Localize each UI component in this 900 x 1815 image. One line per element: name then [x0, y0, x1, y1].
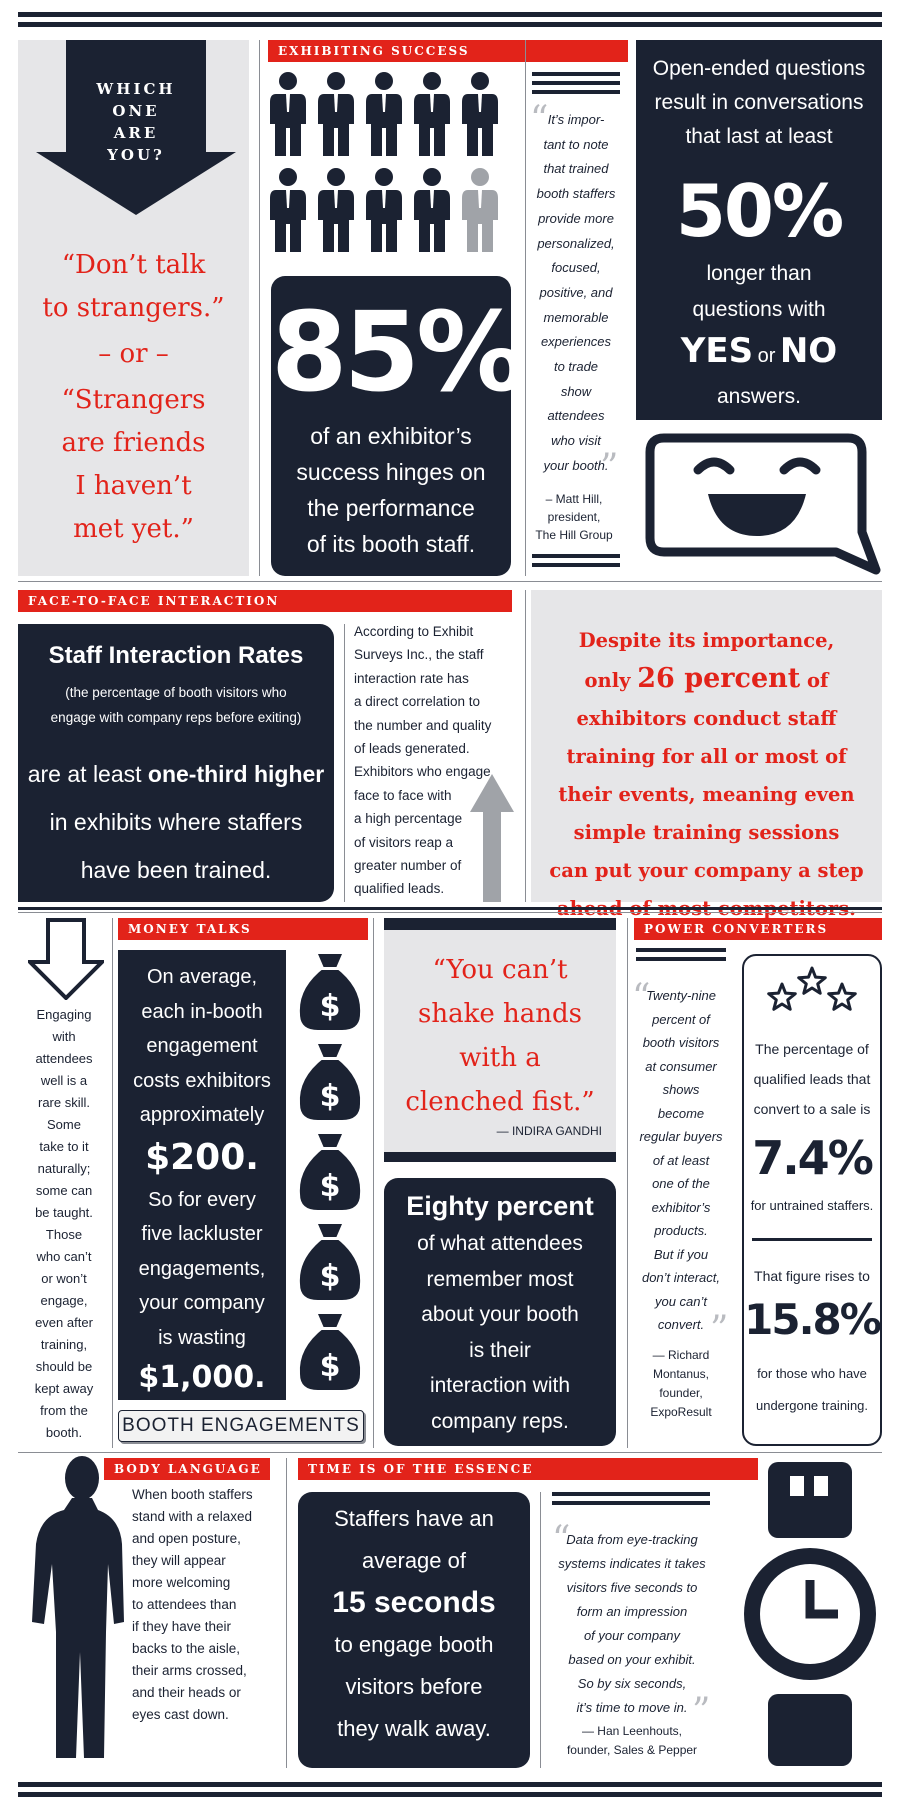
- quote2-line: are friends: [61, 428, 206, 458]
- watch-icon: [742, 1462, 878, 1766]
- hill-line: that trained: [543, 161, 609, 177]
- gandhi-line: shake hands: [418, 999, 582, 1029]
- engaging-line: engage,: [40, 1293, 88, 1308]
- body-line: eyes cast down.: [132, 1707, 229, 1722]
- quote2-line: met yet.”: [73, 514, 194, 544]
- engaging-line: take to it: [39, 1139, 89, 1154]
- power-s3: [744, 1358, 880, 1422]
- power-quote-line: products.: [654, 1223, 708, 1238]
- person-icon: [270, 72, 306, 156]
- money-line: engagements,: [138, 1257, 266, 1280]
- money-line: engagement: [146, 1035, 258, 1057]
- power-stat-line: convert to a sale is: [753, 1101, 871, 1117]
- despite-l2c: of: [800, 669, 829, 692]
- power-stat-line: The percentage of: [755, 1041, 869, 1057]
- hill-line: personalized,: [537, 235, 615, 251]
- body-line: they will appear: [132, 1553, 226, 1568]
- openended-line: result in conversations: [654, 91, 864, 114]
- power-big2: 15.8%: [744, 1295, 880, 1344]
- time-quote-line: form an impression: [576, 1604, 688, 1619]
- eighty-line: remember most: [426, 1267, 574, 1291]
- power-quote-line: at consumer: [645, 1058, 717, 1074]
- exhibiting-text: [271, 418, 511, 562]
- face-header: FACE-TO-FACE INTERACTION: [18, 590, 512, 612]
- person-icon: [414, 168, 450, 252]
- money-bag-icon: [300, 954, 360, 1030]
- openended-text2: [636, 256, 882, 328]
- hill-attr-line: – Matt Hill,: [545, 492, 603, 506]
- power-quote-line: percent of: [652, 1011, 710, 1027]
- time-attr-line: — Han Leenhouts,: [581, 1724, 683, 1738]
- close-quote-icon: ”: [710, 1309, 729, 1350]
- power-attr-line: founder,: [659, 1386, 703, 1400]
- exhibiting-line: success hinges on: [296, 459, 486, 485]
- hill-attribution: [524, 490, 624, 544]
- person-icon: [462, 72, 498, 156]
- exhibiting-big: 85%: [271, 288, 523, 416]
- power-quote-line: regular buyers: [639, 1129, 723, 1144]
- body-line: and their heads or: [132, 1685, 241, 1700]
- quote2-line: I haven’t: [75, 471, 192, 501]
- open-quote-icon: “: [530, 99, 549, 140]
- hill-line: to trade: [553, 359, 599, 375]
- despite-line: training for all or most of: [566, 745, 847, 768]
- money-header: MONEY TALKS: [118, 918, 368, 940]
- money-bag-icon: [300, 1314, 360, 1390]
- open-quote-icon: “: [552, 1519, 571, 1560]
- divider: [112, 918, 113, 1448]
- body-line: to attendees than: [132, 1597, 237, 1612]
- time-quote: [548, 1519, 716, 1720]
- openended-line: longer than: [706, 262, 812, 285]
- money-line: approximately: [139, 1104, 265, 1126]
- exhibiting-line: of an exhibitor’s: [310, 423, 472, 449]
- face-sub-line: (the percentage of booth visitors who: [65, 685, 287, 700]
- power-stat-line: qualified leads that: [753, 1071, 871, 1087]
- face-body-line: face to face with: [354, 787, 452, 803]
- power-quote-line: convert.: [657, 1317, 705, 1332]
- engaging-line: rare skill.: [37, 1095, 90, 1110]
- bottom-rule: [18, 1792, 882, 1797]
- power-quote-line: But if you: [653, 1246, 709, 1262]
- power-s2: That figure rises to: [754, 1268, 870, 1284]
- power-quote-line: you can’t: [654, 1293, 708, 1309]
- time-text: [298, 1498, 530, 1750]
- time-quote-line: it’s time to move in.: [576, 1700, 688, 1715]
- svg-text:$: $: [319, 1259, 341, 1294]
- power-quote-line: don’t interact,: [641, 1270, 721, 1285]
- person-icon: [318, 168, 354, 252]
- or-word: or: [757, 345, 776, 367]
- face-body-line: of visitors reap a: [354, 834, 454, 850]
- or-separator: – or –: [98, 339, 169, 369]
- engaging-line: booth.: [45, 1425, 83, 1440]
- face-sub-line: engage with company reps before exiting): [50, 710, 302, 725]
- face-l1a: are at least: [27, 761, 148, 787]
- openended-text: [636, 52, 882, 154]
- eighty-line: interaction with: [429, 1374, 571, 1397]
- power-s1: for untrained staffers.: [750, 1198, 874, 1213]
- hill-attr-line: president,: [547, 510, 601, 524]
- face-body-line: a direct correlation to: [354, 694, 481, 710]
- arrow-down-outline-icon: [28, 918, 104, 1000]
- despite-text: [531, 622, 882, 928]
- hill-line: show: [560, 383, 592, 399]
- body-line: their arms crossed,: [132, 1663, 247, 1678]
- person-icon: [366, 168, 402, 252]
- time-big: 15 seconds: [332, 1586, 496, 1619]
- gandhi-line: “You can’t: [432, 955, 568, 985]
- money-line: is wasting: [158, 1326, 246, 1349]
- eighty-line: of what attendees: [417, 1232, 583, 1255]
- svg-text:$: $: [319, 1169, 341, 1204]
- quote1-line: “Don’t talk: [61, 250, 206, 280]
- divider: [627, 918, 628, 1448]
- section-rule: [18, 907, 882, 910]
- despite-line: [531, 660, 882, 700]
- star-icon: [799, 968, 826, 993]
- engaging-line: well is a: [40, 1073, 88, 1088]
- engaging-line: be taught.: [35, 1205, 93, 1220]
- exhibiting-line: of its booth staff.: [306, 531, 476, 557]
- time-attribution: [548, 1722, 716, 1760]
- power-s3-line: undergone training.: [755, 1398, 869, 1413]
- gandhi-quote: [384, 948, 616, 1124]
- power-s3-line: for those who have: [757, 1366, 867, 1381]
- quote2-line: “Strangers: [61, 385, 206, 415]
- people-grid: [270, 72, 510, 272]
- engaging-line: who can’t: [36, 1249, 92, 1264]
- person-icon: [462, 168, 498, 252]
- engaging-line: Engaging: [36, 1007, 92, 1022]
- body-line: backs to the aisle,: [132, 1641, 241, 1656]
- engaging-line: or won’t: [41, 1271, 87, 1286]
- despite-26: 26 percent: [637, 663, 801, 694]
- engaging-line: from the: [40, 1403, 88, 1418]
- power-quote: [630, 977, 732, 1337]
- face-body-line: interaction rate has: [354, 670, 469, 686]
- face-line: [18, 750, 334, 798]
- hill-line: booth staffers: [536, 186, 616, 202]
- openended-line: that last at least: [685, 125, 833, 148]
- engaging-line: attendees: [35, 1051, 93, 1066]
- time-quote-line: So by six seconds,: [577, 1676, 687, 1691]
- face-body-line: qualified leads.: [354, 881, 445, 897]
- face-sub: [18, 680, 334, 730]
- power-header: POWER CONVERTERS: [634, 918, 882, 940]
- money-bag-icon: [300, 1134, 360, 1210]
- person-icon: [366, 72, 402, 156]
- face-body-line: a high percentage: [354, 811, 463, 827]
- money-text: [118, 960, 286, 1401]
- face-l1b: one-third higher: [147, 761, 325, 787]
- power-quote-line: Twenty-nine: [646, 988, 716, 1003]
- engaging-line: naturally;: [37, 1161, 91, 1176]
- smiley-chat-icon: [636, 432, 882, 577]
- quote-stripes: [532, 72, 620, 99]
- face-body-line: of leads generated.: [354, 741, 470, 757]
- power-quote-line: become: [657, 1105, 705, 1121]
- face-body-line: Surveys Inc., the staff: [354, 647, 484, 663]
- no-word: NO: [779, 331, 838, 371]
- money-line: each in-booth: [141, 1000, 263, 1023]
- despite-line: simple training sessions: [573, 821, 840, 844]
- time-attr-line: founder, Sales & Pepper: [566, 1743, 698, 1757]
- divider: [18, 1452, 882, 1453]
- divider: [525, 590, 526, 902]
- body-line: and open posture,: [132, 1531, 241, 1546]
- money-line: your company: [139, 1292, 265, 1314]
- engaging-line: training,: [40, 1337, 88, 1352]
- hill-line: provide more: [538, 210, 614, 226]
- time-line: Staffers have an: [334, 1506, 494, 1531]
- engaging-line: even after: [35, 1315, 93, 1330]
- body-text: [132, 1484, 272, 1726]
- which-quotes: [18, 244, 249, 551]
- exhibiting-header: EXHIBITING SUCCESS: [268, 40, 628, 62]
- money-bag-icon: [300, 1044, 360, 1120]
- hill-line: It’s impor-: [547, 112, 605, 127]
- star-icon: [829, 984, 856, 1009]
- openended-line: Open-ended questions: [652, 57, 866, 80]
- power-quote-line: booth visitors: [642, 1035, 720, 1050]
- money-line: costs exhibitors: [133, 1069, 271, 1092]
- quote-stripes: [636, 948, 726, 966]
- time-line: average of: [362, 1548, 466, 1573]
- money-big1: $200.: [145, 1136, 259, 1178]
- despite-line: can put your company a step: [549, 859, 864, 882]
- quote1-line: to strangers.”: [42, 293, 225, 323]
- despite-l2a: only: [584, 669, 638, 692]
- yes-word: YES: [680, 331, 754, 371]
- exhibiting-line: the performance: [307, 495, 475, 521]
- divider: [540, 1492, 541, 1768]
- hill-line: memorable: [543, 309, 609, 325]
- engaging-line: Some: [47, 1117, 81, 1132]
- time-quote-line: systems indicates it takes: [558, 1556, 706, 1571]
- svg-text:$: $: [319, 989, 341, 1024]
- power-quote-line: exhibitor’s: [651, 1199, 711, 1215]
- face-body-line: Exhibitors who engage: [354, 764, 491, 780]
- standing-man-icon: [20, 1452, 128, 1764]
- gandhi-attr: — INDIRA GANDHI: [496, 1124, 602, 1138]
- openended-big: 50%: [675, 169, 843, 253]
- divider: [344, 624, 345, 902]
- time-quote-line: Data from eye-tracking: [566, 1532, 698, 1547]
- quote-stripes: [532, 554, 620, 572]
- body-header: BODY LANGUAGE: [104, 1458, 270, 1480]
- person-icon: [270, 168, 306, 252]
- money-bag-icon: [300, 1224, 360, 1300]
- face-body-line: According to Exhibit: [354, 624, 474, 639]
- divider: [286, 1458, 287, 1768]
- which-line: ARE: [113, 124, 159, 142]
- power-quote-line: one of the: [652, 1176, 710, 1191]
- eighty-text: [384, 1226, 616, 1439]
- money-big2: $1,000.: [138, 1360, 266, 1395]
- bottom-rule: [18, 1782, 882, 1787]
- eighty-line: about your booth: [421, 1303, 579, 1326]
- person-icon: [318, 72, 354, 156]
- face-line: in exhibits where staffers: [49, 809, 303, 835]
- which-line: ONE: [112, 102, 160, 120]
- face-body-line: greater number of: [354, 858, 462, 874]
- hill-line: attendees: [547, 408, 605, 424]
- divider: [373, 918, 374, 1448]
- despite-line: their events, meaning even: [558, 783, 855, 806]
- which-line: WHICH: [96, 80, 176, 98]
- despite-line: exhibitors conduct staff: [576, 707, 837, 730]
- top-rule: [18, 12, 882, 17]
- body-line: When booth staffers: [132, 1487, 253, 1502]
- which-line: YOU?: [107, 146, 165, 164]
- hill-line: experiences: [540, 334, 612, 350]
- power-quote-line: shows: [662, 1082, 700, 1097]
- face-line: have been trained.: [80, 857, 272, 883]
- money-line: So for every: [148, 1188, 256, 1211]
- body-line: more welcoming: [132, 1575, 231, 1590]
- time-line: they walk away.: [337, 1716, 491, 1741]
- openended-line: questions with: [692, 298, 826, 321]
- body-line: stand with a relaxed: [132, 1509, 253, 1524]
- openended-last: answers.: [716, 385, 802, 408]
- engaging-line: kept away: [34, 1381, 94, 1396]
- despite-line: Despite its importance,: [578, 629, 835, 652]
- booth-engagements-label: BOOTH ENGAGEMENTS: [118, 1410, 364, 1442]
- time-quote-line: visitors five seconds to: [566, 1580, 698, 1595]
- eighty-line: company reps.: [431, 1409, 569, 1433]
- power-separator: [752, 1238, 872, 1241]
- eighty-line: is their: [469, 1338, 531, 1362]
- close-quote-icon: ”: [692, 1691, 711, 1732]
- engaging-line: should be: [35, 1359, 93, 1374]
- hill-line: your booth.: [543, 457, 609, 473]
- svg-text:$: $: [319, 1079, 341, 1114]
- gandhi-topbar: [384, 918, 616, 930]
- body-line: if they have their: [132, 1619, 232, 1634]
- time-line: to engage booth: [334, 1632, 494, 1657]
- quote-stripes: [552, 1492, 710, 1510]
- power-attr-line: — Richard: [652, 1348, 710, 1362]
- face-title: Staff Interaction Rates: [48, 642, 304, 669]
- hill-attr-line: The Hill Group: [535, 528, 613, 542]
- yes-or-no: [636, 328, 882, 381]
- gandhi-bottombar: [384, 1152, 616, 1162]
- gandhi-line: with a: [459, 1043, 541, 1073]
- stars: [762, 962, 862, 1022]
- engaging-line: Those: [45, 1227, 83, 1242]
- power-quote-line: of at least: [652, 1152, 710, 1168]
- open-quote-icon: “: [632, 977, 651, 1018]
- face-statement: [18, 750, 334, 894]
- engaging-line: some can: [35, 1183, 93, 1198]
- money-line: five lackluster: [141, 1223, 263, 1245]
- which-title: [86, 78, 186, 166]
- hill-line: who visit: [551, 433, 601, 449]
- time-quote-line: based on your exhibit.: [568, 1652, 696, 1667]
- engaging-text: [18, 1004, 110, 1444]
- hill-line: tant to note: [543, 136, 609, 152]
- eighty-title: Eighty percent: [406, 1191, 594, 1221]
- hill-quote: [530, 99, 622, 488]
- hill-line: positive, and: [539, 284, 613, 300]
- time-quote-line: of your company: [583, 1628, 681, 1643]
- divider: [18, 581, 882, 582]
- divider: [18, 912, 882, 913]
- person-icon: [414, 72, 450, 156]
- engaging-line: with: [52, 1029, 76, 1044]
- star-icon: [769, 984, 796, 1009]
- time-line: visitors before: [345, 1674, 483, 1699]
- hill-line: focused,: [551, 260, 601, 276]
- close-quote-icon: ”: [600, 447, 619, 488]
- power-attribution: [630, 1346, 732, 1422]
- power-big1: 7.4%: [752, 1131, 872, 1185]
- money-bags: [292, 950, 368, 1400]
- power-attr-line: ExpoResult: [650, 1405, 712, 1419]
- face-body-line: the number and quality: [354, 717, 492, 733]
- divider: [259, 40, 260, 576]
- power-stat-text: [744, 1034, 880, 1124]
- gandhi-line: clenched fist.”: [405, 1087, 595, 1117]
- time-header: TIME IS OF THE ESSENCE: [298, 1458, 758, 1480]
- power-attr-line: Montanus,: [652, 1367, 710, 1381]
- top-rule: [18, 22, 882, 27]
- arrow-up-icon: [470, 774, 514, 902]
- money-line: On average,: [146, 966, 258, 988]
- svg-text:$: $: [319, 1349, 341, 1384]
